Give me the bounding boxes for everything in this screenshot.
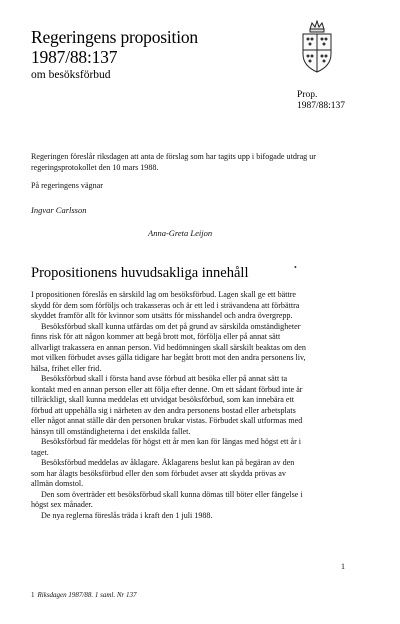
document-subtitle: om besöksförbud (31, 69, 111, 81)
prop-label: Prop. (297, 90, 318, 100)
signature-2: Anna-Greta Leijon (148, 228, 213, 238)
paragraph: Besöksförbud skall kunna utfärdas om det på grund av särskilda omständigheter finns risk för att någon kommer att begå brott mot, förfölja eller på annat sätt allvarligt trakassera en annan person. Vid bedömningen skall särskilt beaktas om den mot vilken förbudet avses gälla tidigare har begått brott mot den andra personens liv, hälsa, frihet eller frid. (31, 321, 306, 373)
intro-block (31, 151, 331, 191)
document-title (31, 27, 198, 67)
paragraph: I propositionen föreslås en särskild lag om besöksförbud. Lagen skall ge ett bättre skydd för dem som förföljs och trakasseras och är ett led i strävandena att förbättra skyddet framför allt för kvinnor som utsätts för misshandel och andra övergrepp. (31, 290, 300, 320)
paragraph: Den som överträder ett besöksförbud skall kunna dömas till böter eller fängelse i högst sex månader. (31, 489, 303, 509)
page-number: 1 (341, 562, 345, 571)
signature-1: Ingvar Carlsson (31, 205, 87, 215)
paragraph: De nya reglerna föreslås träda i kraft den 1 juli 1988. (41, 510, 213, 520)
proposition-reference (297, 90, 345, 112)
on-behalf-text: På regeringens vägnar (31, 181, 103, 190)
prop-number: 1987/88:137 (297, 101, 346, 111)
footer-number: 1 (31, 591, 35, 599)
footer (31, 591, 136, 599)
paragraph: Besöksförbud får meddelas för högst ett år men kan för längas med högst ett år i taget. (31, 437, 302, 457)
coat-of-arms-icon (297, 20, 337, 76)
paragraph: Besöksförbud meddelas av åklagare. Åklagarens beslut kan på begäran av den som har ålagts besöksförbud eller den som förbudet avser att skydda prövas av allmän domstol. (31, 458, 295, 488)
intro-text: Regeringen föreslår riksdagen att anta de förslag som har tagits upp i bifogade utdrag ur regeringsprotokollet den 10 mars 1988. (31, 152, 316, 172)
paragraph: Besöksförbud skall i första hand avse förbud att besöka eller på annat sätt ta kontakt med en annan person eller att följa efter denne. Om ett sådant förbud inte är tillräckligt, skall kunna meddelas ett utvidgat besöksförbud, som kan innebära ett förbud att uppehålla sig i närheten av den andra personens bostad eller arbetsplats eller något annat ställe där den personen brukar vistas. Förbudet skall utformas med hänsyn till omständigheterna i det enskilda fallet. (31, 374, 303, 436)
footer-text: Riksdagen 1987/88. 1 saml. Nr 137 (37, 591, 137, 599)
title-line-2: 1987/88:137 (31, 47, 118, 67)
stray-mark-icon: • (294, 263, 297, 272)
section-title: Propositionens huvudsakliga innehåll (31, 265, 249, 281)
section-body (31, 290, 308, 521)
title-line-1: Regeringens proposition (31, 27, 198, 47)
